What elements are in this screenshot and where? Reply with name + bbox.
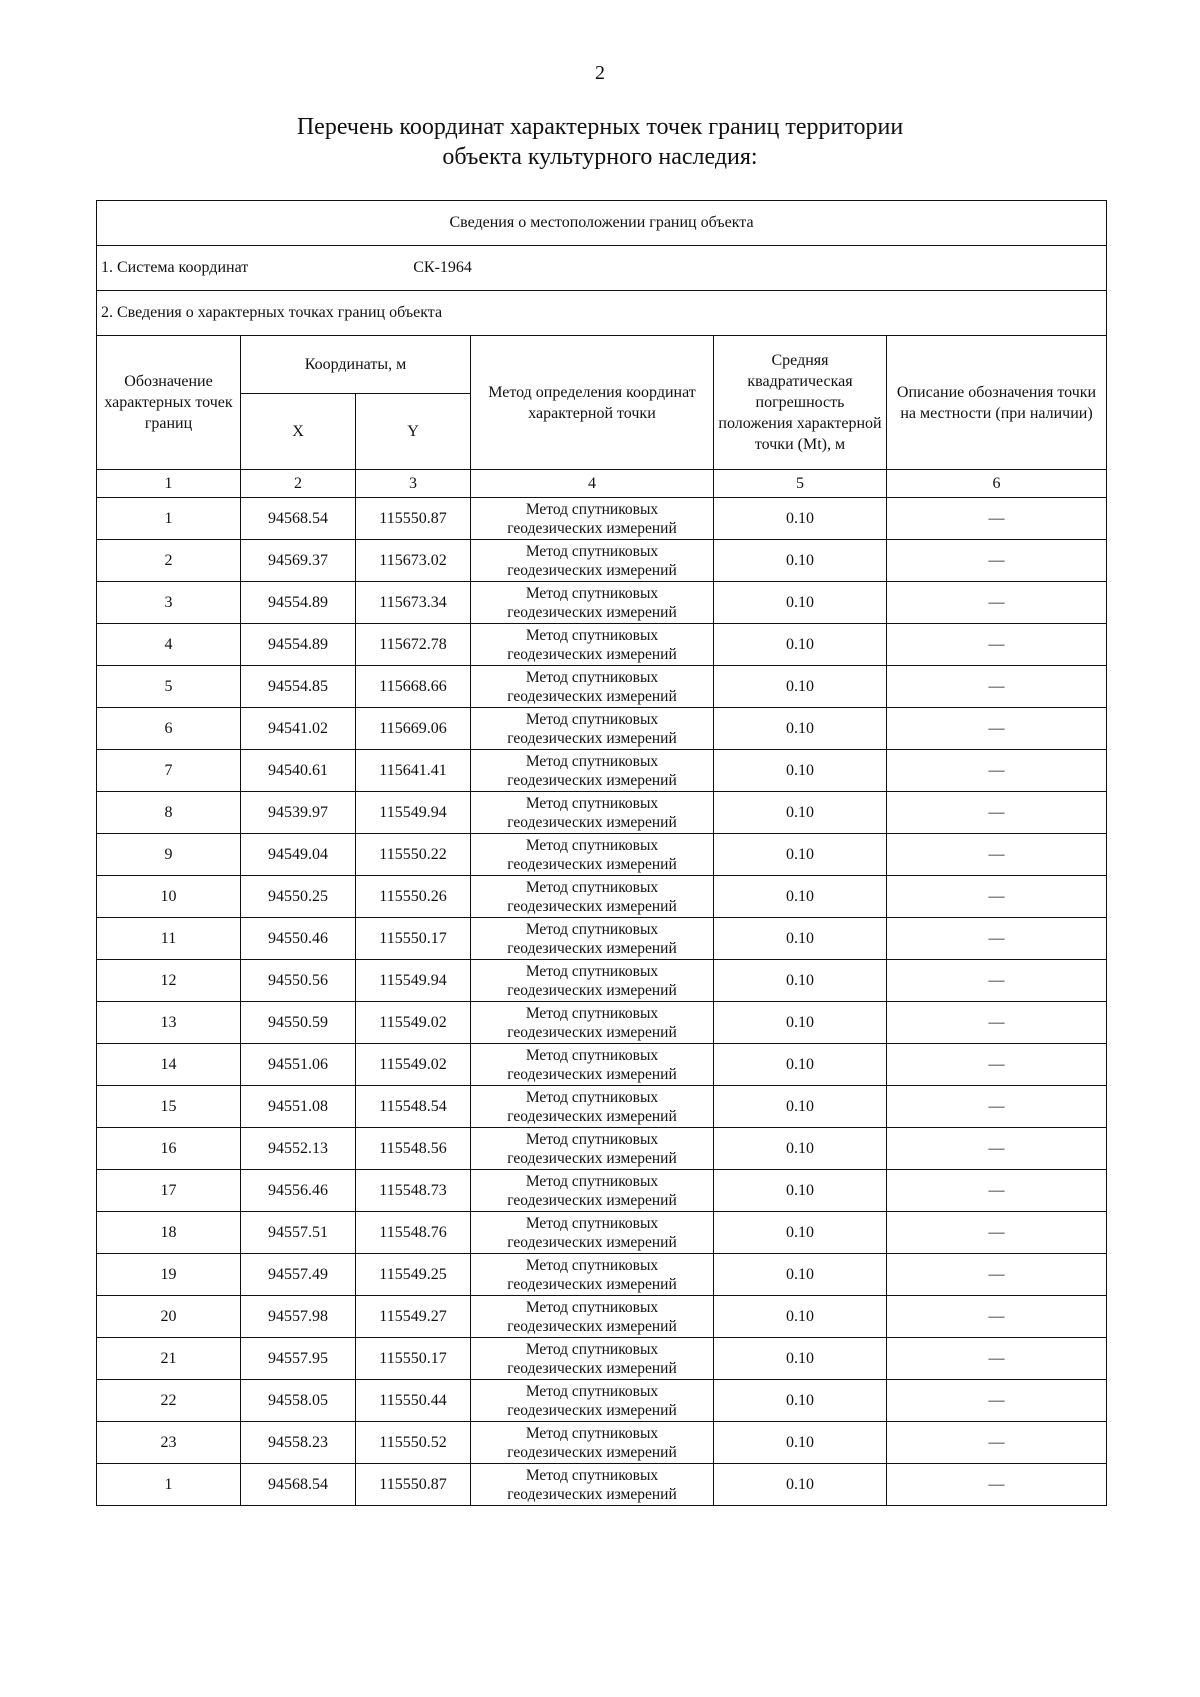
y-coordinate-cell: 115672.78: [356, 624, 471, 666]
method-line-2: геодезических измерений: [507, 939, 677, 957]
error-cell: 0.10: [714, 918, 887, 960]
point-number-cell: 18: [97, 1212, 241, 1254]
coordinate-system-label: 1. Система координат: [101, 259, 249, 276]
table-row: [97, 708, 1107, 750]
description-cell: —: [887, 792, 1107, 834]
section-title-row: [97, 201, 1107, 246]
error-cell: 0.10: [714, 1422, 887, 1464]
method-line-2: геодезических измерений: [507, 1191, 677, 1209]
table-row: [97, 1254, 1107, 1296]
table-row: [97, 1296, 1107, 1338]
error-cell: 0.10: [714, 1380, 887, 1422]
description-cell: —: [887, 1002, 1107, 1044]
method-line-2: геодезических измерений: [507, 603, 677, 621]
method-cell: [471, 498, 714, 540]
error-cell: 0.10: [714, 834, 887, 876]
column-number: 4: [471, 470, 714, 498]
error-cell: 0.10: [714, 1044, 887, 1086]
point-number-cell: 17: [97, 1170, 241, 1212]
y-coordinate-cell: 115549.94: [356, 960, 471, 1002]
method-line-2: геодезических измерений: [507, 1233, 677, 1251]
description-cell: —: [887, 1380, 1107, 1422]
header-x: X: [241, 394, 356, 470]
description-cell: —: [887, 1212, 1107, 1254]
method-cell: [471, 1086, 714, 1128]
x-coordinate-cell: 94568.54: [241, 1464, 356, 1506]
method-line-1: Метод спутниковых: [525, 710, 659, 728]
point-number-cell: 20: [97, 1296, 241, 1338]
x-coordinate-cell: 94558.23: [241, 1422, 356, 1464]
method-line-2: геодезических измерений: [507, 981, 677, 999]
method-line-1: Метод спутниковых: [525, 1046, 659, 1064]
point-number-cell: 4: [97, 624, 241, 666]
table-row: [97, 792, 1107, 834]
y-coordinate-cell: 115668.66: [356, 666, 471, 708]
method-cell: [471, 1296, 714, 1338]
method-line-2: геодезических измерений: [507, 1401, 677, 1419]
y-coordinate-cell: 115550.26: [356, 876, 471, 918]
method-cell: [471, 624, 714, 666]
method-cell: [471, 750, 714, 792]
table-row: [97, 1212, 1107, 1254]
point-number-cell: 10: [97, 876, 241, 918]
method-line-2: геодезических измерений: [507, 1149, 677, 1167]
table-row: [97, 1380, 1107, 1422]
header-y: Y: [356, 394, 471, 470]
description-cell: —: [887, 582, 1107, 624]
method-line-2: геодезических измерений: [507, 1275, 677, 1293]
description-cell: —: [887, 666, 1107, 708]
method-line-2: геодезических измерений: [507, 1023, 677, 1041]
table-row: [97, 1128, 1107, 1170]
method-line-2: геодезических измерений: [507, 729, 677, 747]
point-number-cell: 6: [97, 708, 241, 750]
y-coordinate-cell: 115550.87: [356, 498, 471, 540]
x-coordinate-cell: 94550.59: [241, 1002, 356, 1044]
point-number-cell: 9: [97, 834, 241, 876]
coordinate-system-cell: [97, 246, 1107, 291]
point-number-cell: 19: [97, 1254, 241, 1296]
point-number-cell: 1: [97, 1464, 241, 1506]
method-line-1: Метод спутниковых: [525, 878, 659, 896]
error-cell: 0.10: [714, 708, 887, 750]
table-row: [97, 582, 1107, 624]
x-coordinate-cell: 94554.89: [241, 624, 356, 666]
method-cell: [471, 1002, 714, 1044]
method-line-1: Метод спутниковых: [525, 962, 659, 980]
point-number-cell: 2: [97, 540, 241, 582]
point-number-cell: 7: [97, 750, 241, 792]
description-cell: —: [887, 1044, 1107, 1086]
table-row: [97, 1044, 1107, 1086]
error-cell: 0.10: [714, 1338, 887, 1380]
description-cell: —: [887, 960, 1107, 1002]
method-line-2: геодезических измерений: [507, 1317, 677, 1335]
point-number-cell: 16: [97, 1128, 241, 1170]
point-number-cell: 12: [97, 960, 241, 1002]
table-header-body: [97, 201, 1107, 498]
error-cell: 0.10: [714, 750, 887, 792]
method-line-1: Метод спутниковых: [525, 794, 659, 812]
y-coordinate-cell: 115548.54: [356, 1086, 471, 1128]
y-coordinate-cell: 115550.44: [356, 1380, 471, 1422]
points-section-title: 2. Сведения о характерных точках границ объекта: [97, 291, 1107, 336]
method-line-1: Метод спутниковых: [525, 1424, 659, 1442]
table-row: [97, 1086, 1107, 1128]
method-line-1: Метод спутниковых: [525, 500, 659, 518]
column-number: 1: [97, 470, 241, 498]
header-coordinates: Координаты, м: [241, 336, 471, 394]
x-coordinate-cell: 94558.05: [241, 1380, 356, 1422]
x-coordinate-cell: 94551.08: [241, 1086, 356, 1128]
x-coordinate-cell: 94557.49: [241, 1254, 356, 1296]
method-cell: [471, 540, 714, 582]
method-line-1: Метод спутниковых: [525, 1130, 659, 1148]
table-row: [97, 624, 1107, 666]
y-coordinate-cell: 115548.56: [356, 1128, 471, 1170]
x-coordinate-cell: 94554.89: [241, 582, 356, 624]
method-cell: [471, 792, 714, 834]
error-cell: 0.10: [714, 1464, 887, 1506]
method-cell: [471, 1380, 714, 1422]
table-row: [97, 666, 1107, 708]
y-coordinate-cell: 115549.94: [356, 792, 471, 834]
method-line-2: геодезических измерений: [507, 1107, 677, 1125]
header-method: Метод определения координат характерной точки: [471, 336, 714, 470]
method-line-1: Метод спутниковых: [525, 1088, 659, 1106]
method-line-2: геодезических измерений: [507, 1485, 677, 1503]
y-coordinate-cell: 115549.25: [356, 1254, 471, 1296]
method-line-1: Метод спутниковых: [525, 752, 659, 770]
header-row-top: [97, 336, 1107, 394]
method-line-2: геодезических измерений: [507, 897, 677, 915]
description-cell: —: [887, 1128, 1107, 1170]
error-cell: 0.10: [714, 1296, 887, 1338]
column-number: 6: [887, 470, 1107, 498]
column-number: 3: [356, 470, 471, 498]
method-line-1: Метод спутниковых: [525, 1466, 659, 1484]
method-line-2: геодезических измерений: [507, 561, 677, 579]
error-cell: 0.10: [714, 1128, 887, 1170]
method-line-1: Метод спутниковых: [525, 1256, 659, 1274]
table-row: [97, 1338, 1107, 1380]
points-section-row: [97, 291, 1107, 336]
description-cell: —: [887, 1464, 1107, 1506]
error-cell: 0.10: [714, 624, 887, 666]
y-coordinate-cell: 115549.27: [356, 1296, 471, 1338]
method-line-1: Метод спутниковых: [525, 1298, 659, 1316]
point-number-cell: 8: [97, 792, 241, 834]
method-cell: [471, 960, 714, 1002]
description-cell: —: [887, 918, 1107, 960]
method-cell: [471, 1128, 714, 1170]
method-cell: [471, 834, 714, 876]
x-coordinate-cell: 94549.04: [241, 834, 356, 876]
x-coordinate-cell: 94554.85: [241, 666, 356, 708]
method-cell: [471, 1464, 714, 1506]
y-coordinate-cell: 115641.41: [356, 750, 471, 792]
table-row: [97, 1422, 1107, 1464]
document-title-line-1: Перечень координат характерных точек границ территории: [296, 114, 904, 140]
point-number-cell: 14: [97, 1044, 241, 1086]
point-number-cell: 15: [97, 1086, 241, 1128]
method-line-1: Метод спутниковых: [525, 836, 659, 854]
point-number-cell: 3: [97, 582, 241, 624]
y-coordinate-cell: 115550.17: [356, 1338, 471, 1380]
point-number-cell: 1: [97, 498, 241, 540]
description-cell: —: [887, 1422, 1107, 1464]
method-line-2: геодезических измерений: [507, 687, 677, 705]
document-title-line-2: объекта культурного наследия:: [442, 144, 758, 170]
error-cell: 0.10: [714, 1002, 887, 1044]
header-designation: Обозначение характерных точек границ: [97, 336, 241, 470]
table-row: [97, 876, 1107, 918]
point-number-cell: 21: [97, 1338, 241, 1380]
error-cell: 0.10: [714, 960, 887, 1002]
method-cell: [471, 1212, 714, 1254]
method-cell: [471, 1170, 714, 1212]
method-line-1: Метод спутниковых: [525, 542, 659, 560]
header-error: Средняя квадратическая погрешность положения характерной точки (Mt), м: [714, 336, 887, 470]
x-coordinate-cell: 94568.54: [241, 498, 356, 540]
table-row: [97, 960, 1107, 1002]
method-line-1: Метод спутниковых: [525, 1004, 659, 1022]
method-line-2: геодезических измерений: [507, 1065, 677, 1083]
header-description: Описание обозначения точки на местности (при наличии): [887, 336, 1107, 470]
description-cell: —: [887, 1086, 1107, 1128]
description-cell: —: [887, 1254, 1107, 1296]
y-coordinate-cell: 115550.52: [356, 1422, 471, 1464]
y-coordinate-cell: 115673.02: [356, 540, 471, 582]
method-line-2: геодезических измерений: [507, 855, 677, 873]
method-line-2: геодезических измерений: [507, 771, 677, 789]
error-cell: 0.10: [714, 1086, 887, 1128]
point-number-cell: 23: [97, 1422, 241, 1464]
error-cell: 0.10: [714, 582, 887, 624]
table-row: [97, 918, 1107, 960]
section-title: Сведения о местоположении границ объекта: [97, 201, 1107, 246]
method-cell: [471, 876, 714, 918]
method-line-2: геодезических измерений: [507, 1359, 677, 1377]
method-line-2: геодезических измерений: [507, 813, 677, 831]
table-row: [97, 1464, 1107, 1506]
x-coordinate-cell: 94539.97: [241, 792, 356, 834]
x-coordinate-cell: 94557.98: [241, 1296, 356, 1338]
column-numbers-row: [97, 470, 1107, 498]
y-coordinate-cell: 115549.02: [356, 1002, 471, 1044]
error-cell: 0.10: [714, 498, 887, 540]
error-cell: 0.10: [714, 666, 887, 708]
method-line-1: Метод спутниковых: [525, 584, 659, 602]
method-line-1: Метод спутниковых: [525, 1172, 659, 1190]
table-row: [97, 540, 1107, 582]
page-number: 2: [595, 62, 605, 84]
point-number-cell: 11: [97, 918, 241, 960]
table-rows-body: [97, 498, 1107, 1506]
error-cell: 0.10: [714, 1170, 887, 1212]
x-coordinate-cell: 94552.13: [241, 1128, 356, 1170]
method-cell: [471, 918, 714, 960]
x-coordinate-cell: 94550.25: [241, 876, 356, 918]
description-cell: —: [887, 1296, 1107, 1338]
description-cell: —: [887, 498, 1107, 540]
y-coordinate-cell: 115548.76: [356, 1212, 471, 1254]
method-cell: [471, 708, 714, 750]
method-line-2: геодезических измерений: [507, 519, 677, 537]
point-number-cell: 5: [97, 666, 241, 708]
method-line-1: Метод спутниковых: [525, 1340, 659, 1358]
description-cell: —: [887, 1170, 1107, 1212]
x-coordinate-cell: 94556.46: [241, 1170, 356, 1212]
description-cell: —: [887, 1338, 1107, 1380]
table-row: [97, 1170, 1107, 1212]
error-cell: 0.10: [714, 1254, 887, 1296]
description-cell: —: [887, 708, 1107, 750]
x-coordinate-cell: 94551.06: [241, 1044, 356, 1086]
x-coordinate-cell: 94557.51: [241, 1212, 356, 1254]
table-row: [97, 750, 1107, 792]
point-number-cell: 13: [97, 1002, 241, 1044]
y-coordinate-cell: 115548.73: [356, 1170, 471, 1212]
y-coordinate-cell: 115673.34: [356, 582, 471, 624]
table-row: [97, 1002, 1107, 1044]
method-cell: [471, 582, 714, 624]
method-line-2: геодезических измерений: [507, 645, 677, 663]
method-line-2: геодезических измерений: [507, 1443, 677, 1461]
x-coordinate-cell: 94550.46: [241, 918, 356, 960]
error-cell: 0.10: [714, 792, 887, 834]
error-cell: 0.10: [714, 876, 887, 918]
point-number-cell: 22: [97, 1380, 241, 1422]
method-cell: [471, 1044, 714, 1086]
column-number: 5: [714, 470, 887, 498]
error-cell: 0.10: [714, 1212, 887, 1254]
column-number: 2: [241, 470, 356, 498]
coordinate-system-value: СК-1964: [413, 259, 472, 276]
x-coordinate-cell: 94557.95: [241, 1338, 356, 1380]
coordinate-system-row: [97, 246, 1107, 291]
y-coordinate-cell: 115550.22: [356, 834, 471, 876]
method-line-1: Метод спутниковых: [525, 1214, 659, 1232]
method-cell: [471, 1422, 714, 1464]
method-cell: [471, 666, 714, 708]
method-line-1: Метод спутниковых: [525, 668, 659, 686]
description-cell: —: [887, 750, 1107, 792]
coordinates-table: [96, 200, 1107, 1506]
error-cell: 0.10: [714, 540, 887, 582]
y-coordinate-cell: 115669.06: [356, 708, 471, 750]
x-coordinate-cell: 94550.56: [241, 960, 356, 1002]
description-cell: —: [887, 540, 1107, 582]
x-coordinate-cell: 94540.61: [241, 750, 356, 792]
method-line-1: Метод спутниковых: [525, 1382, 659, 1400]
y-coordinate-cell: 115549.02: [356, 1044, 471, 1086]
method-cell: [471, 1338, 714, 1380]
y-coordinate-cell: 115550.17: [356, 918, 471, 960]
method-line-1: Метод спутниковых: [525, 626, 659, 644]
method-line-1: Метод спутниковых: [525, 920, 659, 938]
description-cell: —: [887, 834, 1107, 876]
description-cell: —: [887, 624, 1107, 666]
x-coordinate-cell: 94541.02: [241, 708, 356, 750]
y-coordinate-cell: 115550.87: [356, 1464, 471, 1506]
table-row: [97, 498, 1107, 540]
method-cell: [471, 1254, 714, 1296]
description-cell: —: [887, 876, 1107, 918]
document-title: [0, 112, 1200, 172]
table-row: [97, 834, 1107, 876]
x-coordinate-cell: 94569.37: [241, 540, 356, 582]
